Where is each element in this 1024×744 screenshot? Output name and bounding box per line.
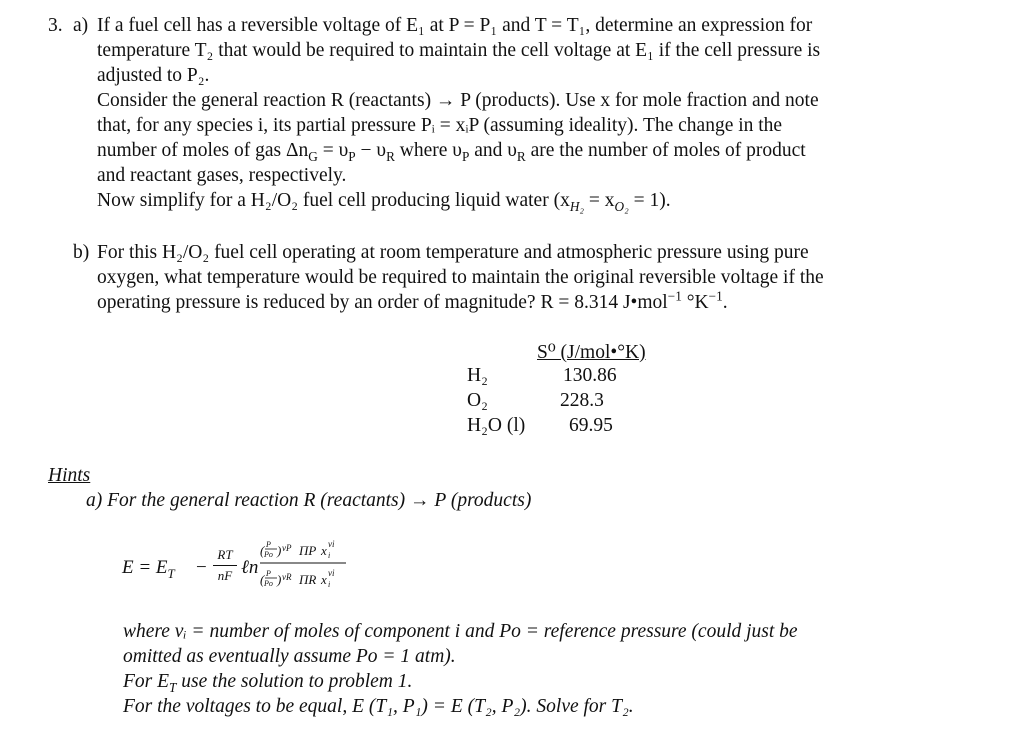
den-xsub: i — [328, 580, 331, 589]
hints-a-line: a) For the general reaction R (reactants) → P (products) — [86, 490, 532, 511]
problem-number: 3. — [48, 15, 63, 36]
equation-minus: − — [196, 557, 207, 578]
den-close-paren: ) — [277, 572, 282, 587]
part-b-line-2: oxygen, what temperature would be required to maintain the original reversible voltage if the — [97, 267, 824, 288]
hints-line-4: For the voltages to be equal, E (T₁, P₁) = E (T₂, P₂). Solve for T₂. — [123, 696, 634, 717]
table-value-h2o: 69.95 — [569, 415, 613, 436]
table-species-h2: H₂ — [467, 365, 488, 386]
part-a-line-4: Consider the general reaction R (reactants) → P (products). Use x for mole fraction and note — [97, 90, 819, 111]
part-a-line-8: Now simplify for a H₂/O₂ fuel cell producing liquid water $(x_{H_2} = x_{O_2} = 1)$. — [97, 190, 671, 214]
den-x: x — [321, 572, 327, 587]
part-a-line-5: that, for any species i, its partial pressure Pᵢ = xᵢP (assuming ideality). The change in the — [97, 115, 783, 136]
hints-line-3: For $E_T$ use the solution to problem 1. — [123, 671, 413, 695]
equation-nf: nF — [217, 568, 233, 583]
table-species-h2o: H₂O (l) — [467, 415, 526, 436]
part-a-label: a) — [73, 15, 89, 36]
num-xsup: νi — [328, 539, 335, 549]
part-a-line-1: If a fuel cell has a reversible voltage of E₁ at P = P₁ and T = T₁, determine an expression for — [97, 15, 813, 36]
equation-lhs: $E = E_T$ — [122, 557, 175, 581]
den-po: Po — [264, 579, 273, 588]
table-value-o2: 228.3 — [560, 390, 604, 411]
part-a-line-7: and reactant gases, respectively. — [97, 165, 347, 186]
den-p: P — [266, 569, 271, 578]
num-open-paren: ( — [260, 543, 265, 558]
part-a-line-2: temperature T₂ that would be required to maintain the cell voltage at E₁ if the cell pressure is — [97, 40, 821, 61]
den-exp: νR — [282, 572, 292, 582]
num-pi: ΠP — [299, 543, 317, 558]
num-xsub: i — [328, 551, 331, 560]
part-b-line-1: For this H₂/O₂ fuel cell operating at room temperature and atmospheric pressure using pure — [97, 242, 809, 263]
num-x: x — [321, 543, 327, 558]
equation-rt: RT — [217, 547, 233, 562]
num-exp: νP — [282, 543, 292, 553]
den-open-paren: ( — [260, 572, 265, 587]
table-value-h2: 130.86 — [563, 365, 617, 386]
equation-main-fraction — [258, 536, 350, 596]
entropy-table-header: S⁰ (J/mol•°K) — [537, 342, 646, 363]
den-xsup: νi — [328, 568, 335, 578]
den-pi: ΠR — [299, 572, 317, 587]
num-po: Po — [264, 550, 273, 559]
part-a-line-3: adjusted to P₂. — [97, 65, 210, 86]
part-a-line-6: number of moles of gas $\Delta n_G = \upsilon_P - \upsilon_R$ where $\upsilon_P$ and $\upsilon_R$ are the number of moles of product — [97, 140, 806, 164]
num-close-paren: ) — [277, 543, 282, 558]
equation-fraction-bar-1 — [213, 565, 237, 566]
num-p: P — [266, 540, 271, 549]
part-b-line-3: operating pressure is reduced by an order of magnitude? R = 8.314 J•mol$^{-1}$ $^\circ K^{-1}$. — [97, 288, 728, 313]
hints-line-1: where vᵢ = number of moles of component i and Po = reference pressure (could just be — [123, 621, 798, 642]
equation-ln: ℓn — [241, 557, 259, 578]
hints-line-2: omitted as eventually assume Po = 1 atm). — [123, 646, 456, 667]
part-b-label: b) — [73, 242, 90, 263]
table-species-o2: O₂ — [467, 390, 488, 411]
hints-title: Hints — [48, 465, 91, 486]
